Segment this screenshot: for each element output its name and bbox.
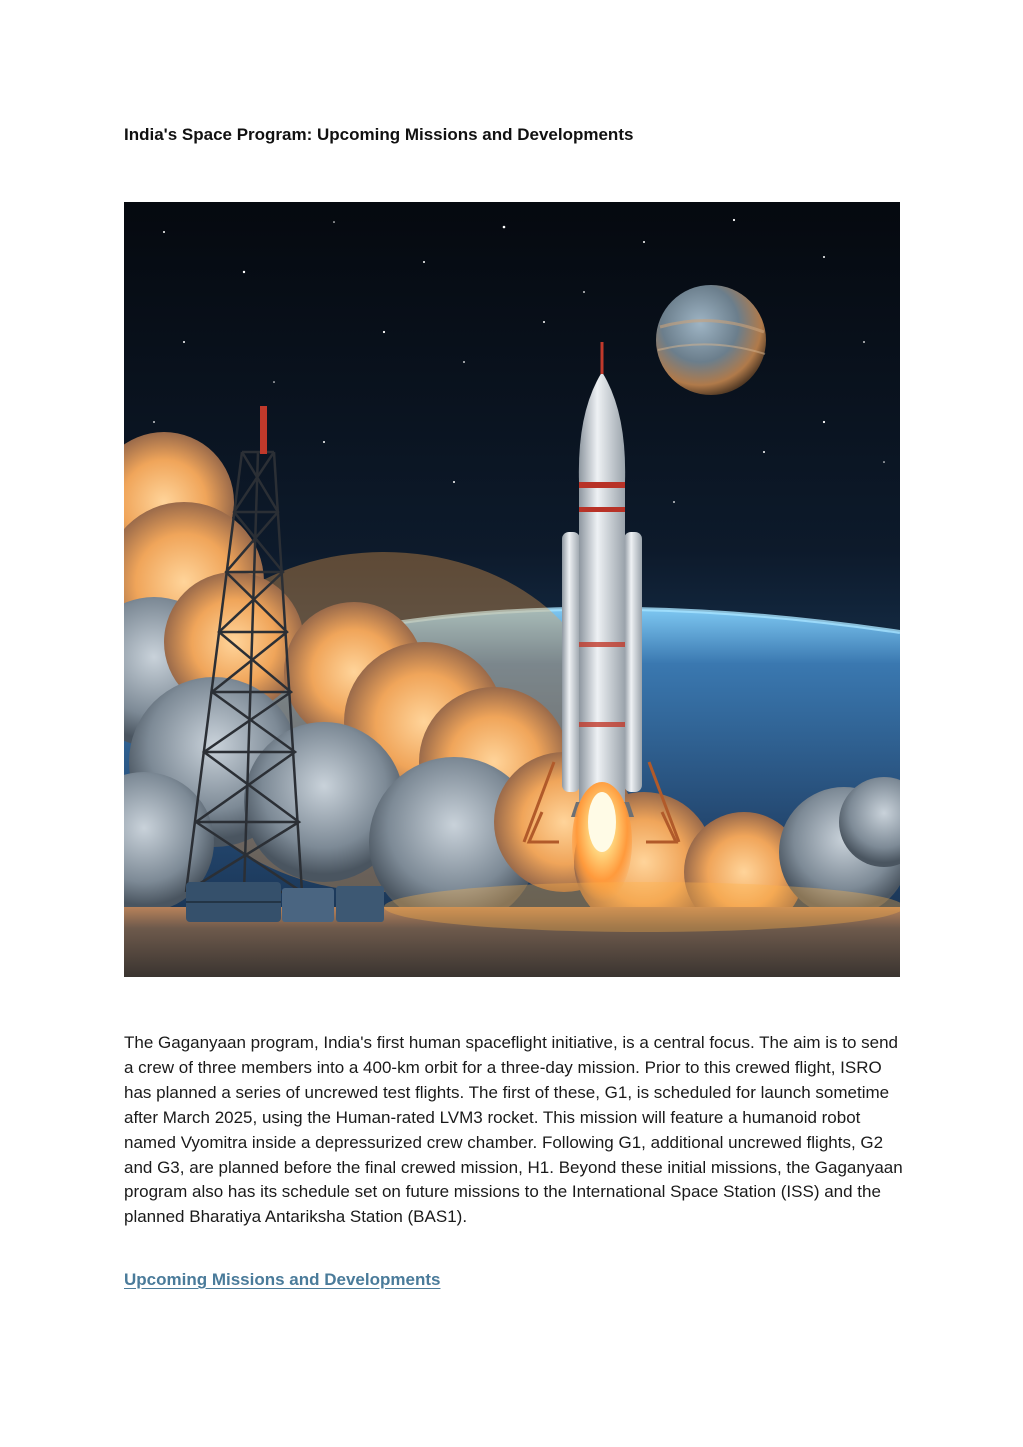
planet bbox=[656, 285, 766, 395]
document-title: India's Space Program: Upcoming Missions and Developments bbox=[124, 125, 634, 144]
ground-containers bbox=[186, 882, 384, 922]
rocket-launch-illustration bbox=[124, 202, 900, 977]
section-link-upcoming-missions[interactable]: Upcoming Missions and Developments bbox=[124, 1270, 441, 1289]
hero-image bbox=[124, 202, 900, 977]
tower-mast bbox=[260, 406, 267, 454]
body-paragraph: The Gaganyaan program, India's first human spaceflight initiative, is a central focus. The aim is to send a crew of three members into a 400-km orbit for a three-day mission. Prior to this crewed flight, ISRO has planned a series of uncrewed test flights. The first of these, G1, is scheduled for launch sometime after March 2025, using the Human-rated LVM3 rocket. This mission will feature a humanoid robot named Vyomitra inside a depressurized crew chamber. Following G1, additional uncrewed flights, G2 and G3, are planned before the final crewed mission, H1. Beyond these initial missions, the Gaganyaan program also has its schedule set on future missions to the International Space Station (ISS) and the planned Bharatiya Antariksha Station (BAS1). bbox=[124, 1033, 903, 1227]
